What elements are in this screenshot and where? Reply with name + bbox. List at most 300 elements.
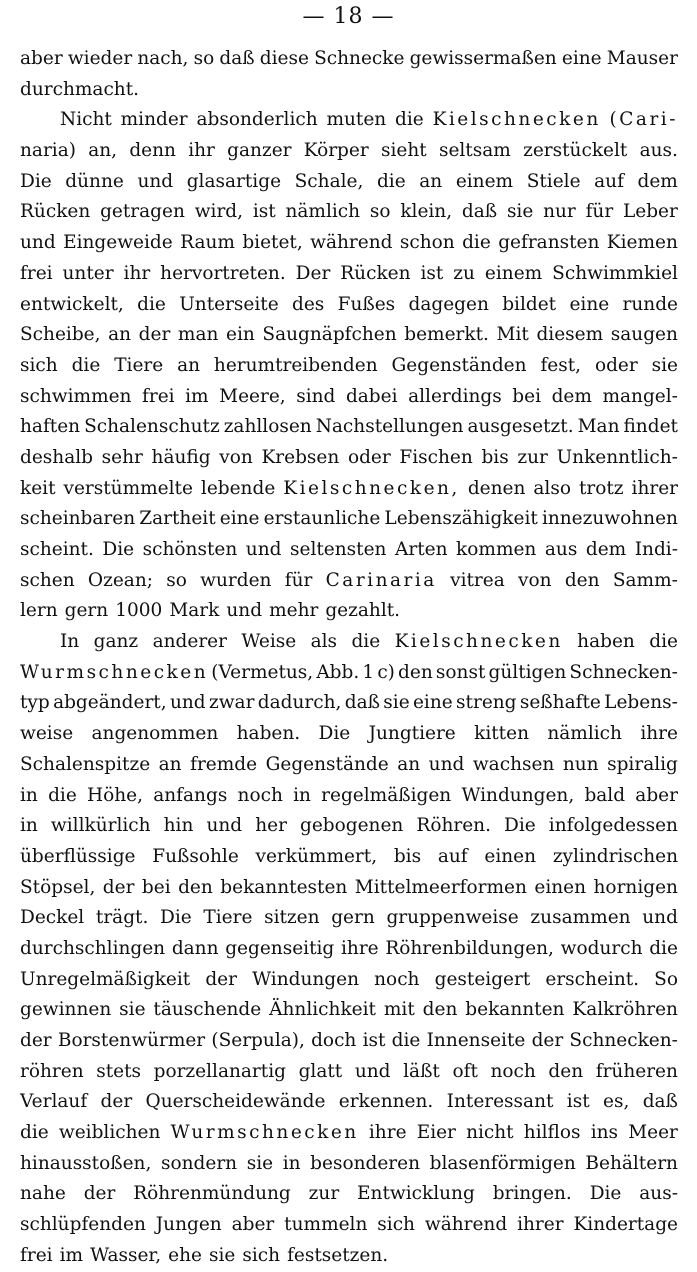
text-line	[20, 842, 678, 873]
word: Die	[504, 815, 536, 837]
word: Querscheidewände	[145, 1091, 326, 1113]
word: daß	[642, 1091, 678, 1113]
word: Meer	[628, 1122, 678, 1144]
word: klein,	[400, 201, 453, 223]
word: gruppenweise	[386, 907, 519, 929]
text-line	[20, 566, 678, 597]
text-line	[20, 1179, 678, 1210]
word: Schalenschutz	[84, 416, 220, 438]
word: früheren	[595, 1060, 678, 1082]
word: sie	[119, 999, 146, 1021]
word: Nicht	[60, 109, 112, 131]
word: durchmacht.	[20, 78, 140, 100]
word: 1	[362, 661, 375, 683]
word: nun	[562, 753, 599, 775]
word: an,	[88, 140, 118, 162]
word: Wurmschnecken	[20, 661, 209, 683]
word: ausgesetzt.	[467, 416, 574, 438]
word: also	[533, 477, 571, 499]
word: (Vermetus,	[211, 661, 314, 683]
word: Ähnlichkeit	[269, 999, 376, 1021]
text-line	[20, 320, 678, 351]
word: sehr	[101, 446, 143, 468]
word: Man	[577, 416, 620, 438]
text-line	[20, 1087, 678, 1118]
word: absonderlich	[196, 109, 318, 131]
word: sich	[377, 1214, 415, 1236]
word: dagegen	[408, 293, 489, 315]
word: dadurch,	[257, 692, 342, 714]
word: bekannten	[465, 999, 565, 1021]
word: Fischen	[399, 446, 473, 468]
word: eine	[569, 293, 610, 315]
word: abgeändert,	[53, 692, 167, 714]
word: willkürlich	[50, 815, 151, 837]
word: verstümmelte	[63, 477, 193, 499]
word: Mit	[496, 324, 529, 346]
word: frei	[20, 1244, 53, 1266]
word: gültigen	[488, 661, 567, 683]
word: Lebenszähigkeit	[384, 508, 538, 530]
word: oft	[452, 1060, 478, 1082]
word: überflüssige	[20, 845, 136, 867]
word: Gegenstände	[265, 753, 389, 775]
word: man	[177, 324, 219, 346]
word: ins	[590, 1122, 619, 1144]
word: haben.	[236, 723, 301, 745]
word: muten	[326, 109, 387, 131]
word: haften	[20, 416, 81, 438]
word: aber	[635, 784, 678, 806]
word: lebende	[200, 477, 276, 499]
word: Kielschnecken	[432, 109, 601, 131]
word: Mauser	[606, 48, 678, 69]
text-line	[20, 658, 678, 689]
word: Eingeweide	[63, 232, 173, 254]
word: regelmäßigen	[321, 784, 452, 806]
word: deshalb	[20, 446, 93, 468]
text-line	[20, 412, 678, 443]
word: ist	[420, 262, 444, 284]
text-line	[20, 167, 678, 198]
word: Rücken	[20, 201, 91, 223]
word: aus-	[639, 1183, 678, 1205]
word: den	[398, 661, 433, 683]
word: wurden	[200, 569, 272, 591]
word: nicht	[466, 1122, 514, 1144]
word: getragen	[100, 201, 185, 223]
word: und	[428, 753, 465, 775]
word: verkümmert,	[255, 845, 378, 867]
word: Meere,	[219, 385, 286, 407]
word: Ozean;	[87, 569, 153, 591]
word: wachsen	[472, 753, 555, 775]
word: Die	[589, 1183, 622, 1205]
word: findet	[623, 416, 678, 438]
word: die	[649, 631, 678, 653]
word: vitrea	[450, 569, 505, 591]
word: ihrer	[517, 1214, 564, 1236]
word: (Cari-	[609, 109, 678, 131]
word: wieder	[67, 48, 133, 69]
word: gesteigert	[434, 968, 531, 990]
word: zylindrischen	[552, 845, 678, 867]
text-line	[20, 136, 678, 167]
word: die	[351, 631, 381, 653]
word: die	[20, 1122, 49, 1144]
word: Saugnäpfchen	[262, 324, 397, 346]
text-line	[20, 259, 678, 290]
word: und	[137, 170, 174, 192]
word: nämlich	[285, 201, 361, 223]
word: nahe	[20, 1183, 66, 1205]
word: die	[48, 784, 77, 806]
word: seltsam	[438, 140, 511, 162]
word: an	[177, 354, 201, 376]
word: Fußes	[337, 293, 396, 315]
word: sondern	[160, 1152, 238, 1174]
word: Scheibe,	[20, 324, 101, 346]
word: gern	[331, 907, 375, 929]
word: aus	[544, 539, 578, 560]
word: häufig	[151, 446, 211, 468]
word: In	[60, 631, 80, 653]
text-line	[20, 1026, 678, 1057]
word: so	[166, 569, 187, 591]
word: den	[548, 1060, 584, 1082]
word: Windungen	[252, 968, 360, 990]
word: Gegenständen	[391, 354, 527, 376]
word: Höhe,	[87, 784, 144, 806]
word: allerdings	[408, 385, 502, 407]
word: im	[185, 385, 209, 407]
text-line	[20, 504, 678, 535]
text-line	[20, 535, 678, 566]
word: sich	[20, 354, 58, 376]
word: während	[424, 1214, 508, 1236]
word: für	[585, 201, 614, 223]
word: ist	[252, 201, 276, 223]
word: So	[654, 968, 678, 990]
word: so	[369, 201, 391, 223]
text-line	[20, 44, 678, 75]
word: schen	[20, 569, 75, 591]
word: doch	[311, 1030, 357, 1051]
word: tummeln	[284, 1214, 368, 1236]
word: Eier	[416, 1122, 456, 1144]
text-line	[20, 811, 678, 842]
word: mangel-	[602, 385, 678, 407]
word: gern	[64, 600, 109, 622]
word: der	[138, 324, 171, 346]
word: hin	[163, 815, 194, 837]
word: festsetzen.	[287, 1244, 389, 1266]
word: Lebens-	[604, 692, 678, 714]
word: naria)	[20, 140, 76, 162]
text-line	[20, 781, 678, 812]
word: ihre	[340, 937, 379, 959]
word: Leber	[622, 201, 678, 223]
word: dabei	[345, 385, 398, 407]
word: bietet,	[242, 232, 303, 254]
word: den	[422, 999, 458, 1021]
word: und	[169, 692, 206, 714]
word: haben	[577, 631, 635, 653]
word: auf	[594, 170, 624, 192]
word: dünne	[65, 170, 124, 192]
word: als	[310, 631, 338, 653]
text-line	[20, 474, 678, 505]
word: und	[20, 232, 56, 254]
word: wird,	[194, 201, 244, 223]
word: Zartheit	[139, 508, 216, 530]
word: frei	[20, 262, 53, 284]
word: Schnecken-	[569, 1030, 678, 1051]
text-line	[20, 1241, 678, 1272]
word: sie	[383, 692, 410, 714]
word: sie	[208, 1244, 236, 1266]
text-line	[20, 1149, 678, 1180]
word: im	[59, 1244, 84, 1266]
word: (Serpula),	[211, 1030, 305, 1051]
word: wodurch	[560, 937, 643, 959]
word: erstaunliche	[263, 508, 381, 530]
word: dem	[637, 170, 678, 192]
word: Fußsohle	[152, 845, 239, 867]
word: noch	[374, 968, 420, 990]
word: Schnecken-	[569, 661, 678, 683]
word: ihr	[188, 140, 215, 162]
text-line	[20, 290, 678, 321]
text-line	[20, 965, 678, 996]
word: seßhafte	[519, 692, 601, 714]
text-line	[20, 688, 678, 719]
text-line	[20, 750, 678, 781]
word: hilflos	[523, 1122, 581, 1144]
word: in	[20, 815, 38, 837]
word: ihrer	[631, 477, 678, 499]
word: von	[518, 569, 552, 591]
word: Röhrenmündung	[133, 1183, 291, 1205]
word: erscheint.	[545, 968, 640, 990]
word: die	[137, 293, 166, 315]
text-line	[20, 105, 678, 136]
word: Der	[295, 262, 331, 284]
word: hinausstoßen,	[20, 1152, 152, 1174]
word: für	[284, 569, 313, 591]
word: so	[193, 48, 215, 69]
word: der	[102, 876, 135, 898]
text-line	[20, 627, 678, 658]
word: scheint.	[20, 539, 94, 560]
word: diesem	[536, 324, 604, 346]
word: Carinaria	[325, 569, 437, 591]
word: die	[376, 170, 406, 192]
word: oder	[594, 354, 638, 376]
word: des	[292, 293, 325, 315]
word: der	[205, 968, 237, 990]
word: Unkenntlich-	[556, 446, 678, 468]
word: der	[83, 1183, 116, 1205]
word: Röhrenbildungen,	[385, 937, 554, 959]
word: Röhren.	[416, 815, 491, 837]
word: der	[100, 1091, 133, 1113]
word: ihre	[368, 1122, 407, 1144]
word: runde	[622, 293, 678, 315]
word: innezuwohnen	[541, 508, 678, 530]
word: bei	[141, 876, 171, 898]
word: blasenförmigen	[429, 1152, 576, 1174]
word: Samm-	[612, 569, 678, 591]
word: auf	[437, 845, 468, 867]
word: mit	[383, 999, 415, 1021]
word: dann	[171, 937, 219, 959]
word: seltensten	[290, 539, 387, 560]
word: läßt	[403, 1060, 440, 1082]
word: stets	[96, 1060, 142, 1082]
word: den	[564, 569, 600, 591]
word: zu	[453, 262, 475, 284]
word: kitten	[474, 723, 529, 745]
word: anfangs	[153, 784, 228, 806]
text-line	[20, 719, 678, 750]
word: weise	[20, 723, 74, 745]
word: glasartige	[186, 170, 282, 192]
text-line	[20, 903, 678, 934]
word: an	[158, 753, 182, 775]
word: dem	[551, 385, 592, 407]
word: bis	[481, 446, 509, 468]
word: Indi-	[634, 539, 678, 560]
word: fest,	[540, 354, 582, 376]
word: Verlauf	[20, 1091, 88, 1113]
word: Weise	[241, 631, 297, 653]
word: aber	[20, 48, 63, 69]
word: Körper	[303, 140, 369, 162]
text-line	[20, 1210, 678, 1241]
word: mehr	[269, 600, 319, 622]
word: Arten	[395, 539, 448, 560]
word: bald	[584, 784, 626, 806]
word: an	[108, 324, 132, 346]
text-line	[20, 1057, 678, 1088]
word: der	[531, 1030, 564, 1051]
word: c)	[377, 661, 395, 683]
word: her	[255, 815, 287, 837]
word: Tiere	[114, 354, 164, 376]
word: Schwimmkiel	[552, 262, 678, 284]
word: Die	[318, 723, 351, 745]
word: eine	[561, 48, 602, 69]
word: scheinbaren	[20, 508, 136, 530]
word: Die	[102, 539, 135, 560]
word: Stöpsel,	[20, 876, 96, 898]
word: nur	[543, 201, 576, 223]
word: sind	[296, 385, 336, 407]
word: streng	[456, 692, 517, 714]
word: Unterseite	[179, 293, 279, 315]
word: 1000	[115, 600, 163, 622]
word: einen	[534, 876, 587, 898]
page-number-header: — 18 —	[302, 4, 395, 29]
word: Mark	[169, 600, 220, 622]
word: Die	[160, 907, 192, 929]
word: bis	[393, 845, 422, 867]
word: Stiele	[526, 170, 581, 192]
word: typ	[20, 692, 50, 714]
word: Windungen,	[461, 784, 575, 806]
word: glatt	[298, 1060, 343, 1082]
word: die	[462, 232, 491, 254]
word: und	[642, 907, 678, 929]
word: oder	[347, 446, 391, 468]
word: täuschende	[153, 999, 262, 1021]
text-line	[20, 934, 678, 965]
word: Jungtiere	[368, 723, 456, 745]
word: porzellanartig	[153, 1060, 286, 1082]
word: einem	[484, 262, 543, 284]
word: Behältern	[585, 1152, 678, 1174]
word: herumtreibenden	[213, 354, 378, 376]
word: zerstückelt	[523, 140, 628, 162]
word: Kindertage	[573, 1214, 678, 1236]
word: Krebsen	[261, 446, 340, 468]
word: Deckel	[20, 907, 85, 929]
word: ein	[226, 324, 255, 346]
word: Schalenspitze	[20, 753, 151, 775]
word: bildet	[502, 293, 557, 315]
word: Innenseite	[426, 1030, 526, 1051]
word: dem	[585, 539, 627, 560]
word: unter	[62, 262, 114, 284]
word: infolgedessen	[548, 815, 678, 837]
word: Kielschnecken	[394, 631, 563, 653]
word: und	[226, 600, 263, 622]
word: spiralig	[607, 753, 678, 775]
word: gefransten	[498, 232, 600, 254]
word: röhren	[20, 1060, 84, 1082]
word: Kalkröhren	[572, 999, 678, 1021]
word: gewinnen	[20, 999, 112, 1021]
word: durchschlingen	[20, 937, 166, 959]
word: daß	[219, 48, 255, 69]
word: der	[20, 1030, 52, 1051]
text-line	[20, 873, 678, 904]
word: minder	[120, 109, 188, 131]
word: aus.	[639, 140, 678, 162]
word: saugen	[610, 324, 678, 346]
word: lern	[20, 600, 58, 622]
word: an	[397, 753, 421, 775]
word: gewissermaßen	[409, 48, 557, 69]
text-line	[20, 351, 678, 382]
word: hervortreten.	[160, 262, 286, 284]
word: es,	[603, 1091, 630, 1113]
word: Kielschnecken,	[283, 477, 460, 499]
word: die	[71, 354, 101, 376]
word: angenommen	[91, 723, 219, 745]
word: schönsten	[142, 539, 238, 560]
word: diese	[259, 48, 309, 69]
word: sieht	[380, 140, 427, 162]
word: an	[419, 170, 443, 192]
word: die	[649, 937, 678, 959]
word: aber	[231, 1214, 275, 1236]
word: den	[178, 876, 213, 898]
word: ihre	[640, 723, 678, 745]
word: und	[206, 815, 243, 837]
word: Entwicklung	[357, 1183, 475, 1205]
